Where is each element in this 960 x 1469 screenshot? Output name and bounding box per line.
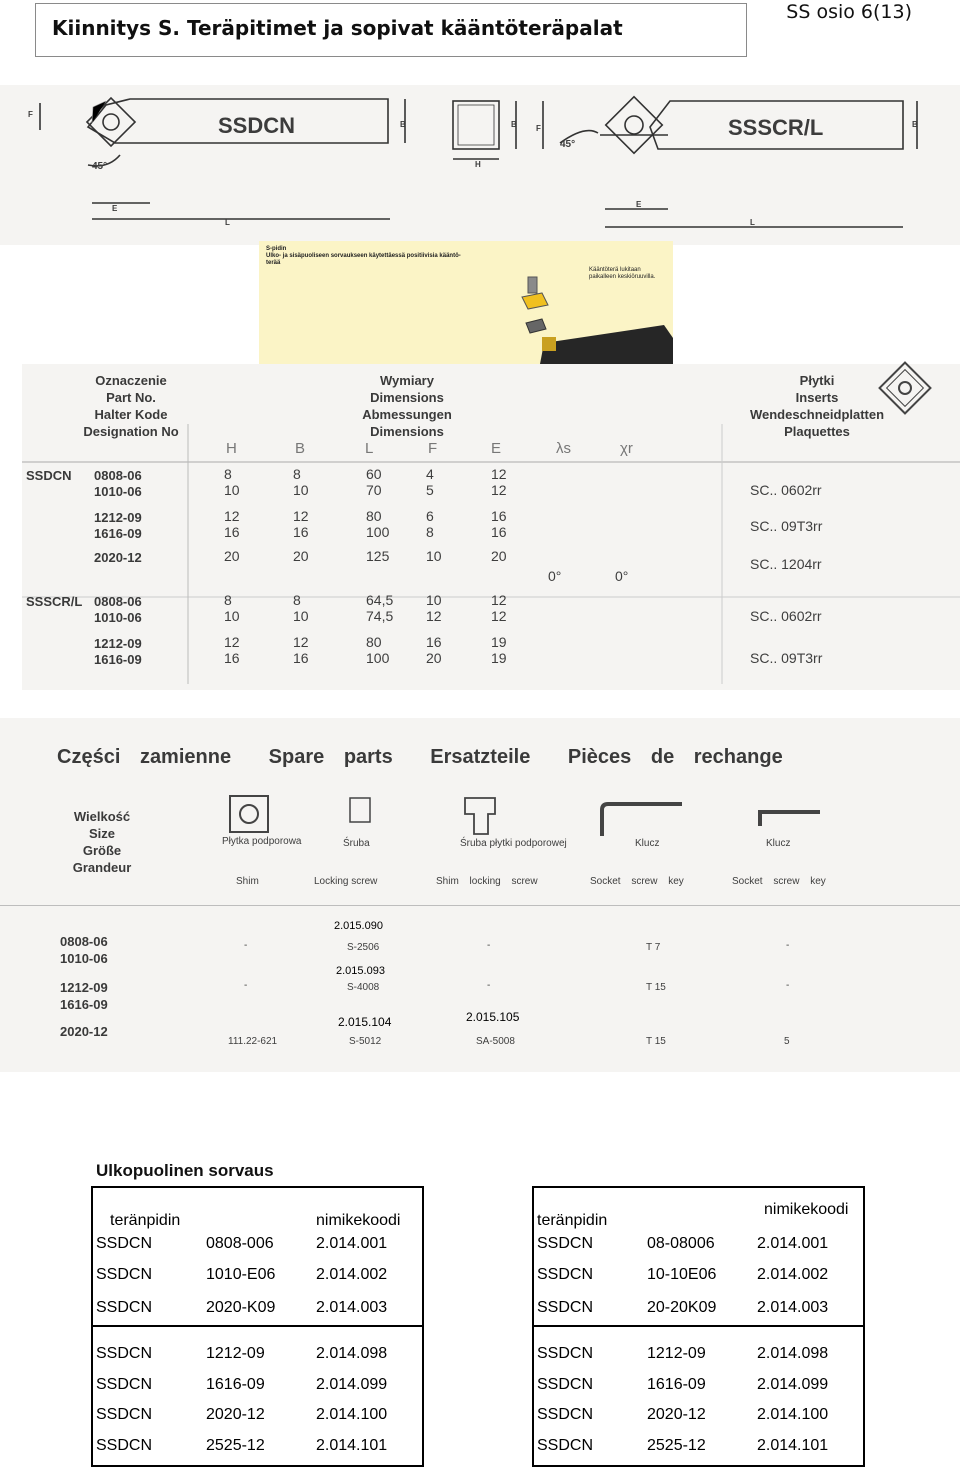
dims-cell-b: 16	[293, 650, 309, 666]
dims-cell-b: 20	[293, 548, 309, 564]
left-table-cell: 2.014.100	[316, 1406, 388, 1423]
right-table-cell: 10-10E06	[647, 1266, 717, 1283]
r1-key1: T 7	[646, 942, 661, 953]
dims-row-code: 2020-12	[94, 550, 142, 565]
r3-key2: 5	[784, 1036, 790, 1047]
right-table-cell: 2.014.003	[757, 1299, 829, 1316]
outer-table-left	[91, 1186, 424, 1467]
r2-screw: S-4008	[347, 982, 380, 993]
col-b: B	[295, 440, 306, 457]
part-header-de: Halter Kode	[94, 407, 168, 422]
left-table-cell: SSDCN	[96, 1299, 153, 1316]
drawing-ssscr-label: SSSCR/L	[728, 115, 824, 140]
spare-title-w1: zamienne	[139, 746, 232, 768]
dims-cell-f: 20	[426, 650, 442, 666]
right-table-cell: 1212-09	[647, 1345, 706, 1362]
left-head-code: nimikekoodi	[316, 1212, 401, 1229]
spare-size-4: 2020-12	[60, 1024, 108, 1039]
col-f: F	[428, 440, 438, 457]
dims-cell-e: 20	[491, 548, 507, 564]
r1-screw: S-2506	[347, 942, 380, 953]
en-shim: Shim	[236, 876, 259, 887]
dims-cell-f: 8	[426, 524, 434, 540]
right-table-cell: 2.014.099	[757, 1376, 829, 1393]
dims-cell-h: 20	[224, 548, 240, 564]
right-table-cell: 1616-09	[647, 1376, 706, 1393]
right-table-cell: SSDCN	[537, 1376, 594, 1393]
right-table-cell: SSDCN	[537, 1345, 594, 1362]
spare-title-w3: parts	[343, 746, 393, 768]
spare-title-w7: rechange	[693, 746, 783, 768]
right-head-code: nimikekoodi	[764, 1201, 849, 1218]
dims-cell-e: 19	[491, 634, 507, 650]
left-table-cell: 2.014.098	[316, 1345, 388, 1362]
dims-cell-l: 100	[366, 650, 390, 666]
right-head-holder: teränpidin	[537, 1212, 608, 1229]
r2-key2: -	[786, 980, 790, 991]
dim-b-left: B	[400, 120, 406, 129]
en-key1: Socket screw key	[590, 876, 684, 887]
dims-cell-h: 8	[224, 592, 232, 608]
r2-shim: -	[244, 980, 248, 991]
dims-cell-h: 10	[224, 482, 240, 498]
left-table-cell: SSDCN	[96, 1437, 153, 1454]
caption-screw: Śruba	[343, 838, 370, 849]
dim-f-right: F	[536, 124, 541, 133]
part-header-en: Part No.	[106, 390, 156, 405]
left-head-holder: teränpidin	[110, 1212, 181, 1229]
dims-cell-b: 8	[293, 592, 301, 608]
dims-cell-b: 12	[293, 508, 309, 524]
dims-cell-l: 100	[366, 524, 390, 540]
dims-cell-l: 74,5	[366, 608, 394, 624]
dim-l-right: L	[750, 218, 755, 227]
en-shim-screw: Shim locking screw	[436, 876, 538, 887]
dims-cell-l: 125	[366, 548, 390, 564]
r2-key1: T 15	[646, 982, 666, 993]
dims-cell-b: 16	[293, 524, 309, 540]
spare-title-w4: Ersatzteile	[430, 746, 531, 768]
dim-l-left: L	[225, 218, 230, 227]
right-table-cell: SSDCN	[537, 1406, 594, 1423]
outer-turning-title: Ulkopuolinen sorvaus	[96, 1161, 274, 1180]
insert-2: SC.. 1204rr	[750, 556, 822, 572]
col-lambda: λs	[556, 440, 571, 457]
r2-shim-screw: -	[487, 980, 491, 991]
spare-sizes	[60, 933, 108, 1040]
spare-title-w5: Pièces	[567, 746, 632, 768]
overlay-code-2: 2.015.104	[338, 1015, 392, 1029]
en-screw: Locking screw	[314, 876, 378, 887]
s-holder-info-box	[259, 241, 673, 364]
dims-cell-e: 19	[491, 650, 507, 666]
size-header	[62, 808, 142, 876]
r1-shim-screw: -	[487, 940, 491, 951]
left-table-cell: SSDCN	[96, 1376, 153, 1393]
dim-b-right: B	[912, 120, 918, 129]
left-table-cell: 2.014.003	[316, 1299, 388, 1316]
left-table-cell: 1616-09	[206, 1376, 265, 1393]
size-pl: Wielkość	[73, 809, 131, 824]
dims-cell-f: 4	[426, 466, 434, 482]
col-e: E	[491, 440, 502, 457]
dims-header-pl: Wymiary	[380, 373, 434, 388]
key-icon-small	[760, 812, 820, 826]
r1-key2: -	[786, 940, 790, 951]
part-header-fr: Designation No	[83, 424, 179, 439]
dims-row-code: 1212-09	[94, 510, 142, 525]
left-table-cell: SSDCN	[96, 1406, 153, 1423]
left-table-cell: 1212-09	[206, 1345, 265, 1362]
dims-cell-h: 12	[224, 508, 240, 524]
shim-screw-icon	[465, 798, 495, 834]
r3-shim-screw: SA-5008	[476, 1036, 515, 1047]
dim-e-right: E	[636, 200, 642, 209]
dim-e-left: E	[112, 204, 118, 213]
section-label: SS osio 6(13)	[786, 1, 912, 23]
right-table-cell: SSDCN	[537, 1266, 594, 1283]
left-table-cell: 2020-K09	[206, 1299, 276, 1316]
right-table-cell: 20-20K09	[647, 1299, 717, 1316]
dims-cell-e: 12	[491, 466, 507, 482]
dims-header-de: Abmessungen	[362, 407, 452, 422]
inserts-header-en: Inserts	[795, 390, 839, 405]
dims-cell-f: 12	[426, 608, 442, 624]
dims-cell-e: 12	[491, 482, 507, 498]
overlay-code-0: 2.015.090	[334, 920, 383, 932]
col-chi: χr	[620, 440, 633, 457]
dims-cell-h: 12	[224, 634, 240, 650]
dims-cell-f: 10	[426, 592, 442, 608]
dims-cell-l: 70	[366, 482, 382, 498]
header-box	[35, 3, 747, 57]
dims-cell-b: 12	[293, 634, 309, 650]
left-table-cell: 1010-E06	[206, 1266, 276, 1283]
outer-table-right	[532, 1186, 865, 1467]
dims-cell-l: 80	[366, 634, 382, 650]
angle-label-right: 45°	[560, 139, 576, 150]
spare-title-w6: de	[650, 746, 675, 768]
dims-row-code: 1616-09	[94, 652, 142, 667]
left-table-cell: 2525-12	[206, 1437, 265, 1454]
left-table-cell: 2.014.002	[316, 1266, 388, 1283]
right-table-cell: 2525-12	[647, 1437, 706, 1454]
holder-drawing-area	[0, 85, 960, 245]
holder-drawing	[0, 85, 960, 245]
dims-cell-b: 10	[293, 482, 309, 498]
dims-cell-h: 16	[224, 524, 240, 540]
right-table-cell: 08-08006	[647, 1235, 715, 1252]
left-table-cell: SSDCN	[96, 1266, 153, 1283]
dims-row-code: 0808-06	[94, 468, 142, 483]
dim-h-mid: H	[475, 160, 481, 169]
dims-group-0: SSDCN	[26, 468, 72, 483]
inserts-header-de: Wendeschneidplatten	[749, 407, 885, 422]
caption-key2: Klucz	[766, 838, 791, 849]
dims-cell-h: 10	[224, 608, 240, 624]
holder-assembly-illustration	[514, 263, 673, 364]
dims-row-code: 1212-09	[94, 636, 142, 651]
col-h: H	[226, 440, 237, 457]
dims-row-code: 1010-06	[94, 484, 142, 499]
chi-value: 0°	[615, 568, 629, 584]
dims-cell-e: 12	[491, 608, 507, 624]
caption-shim-screw: Śruba płytki podporowej	[460, 838, 567, 849]
r3-screw: S-5012	[349, 1036, 382, 1047]
s-holder-description: S-pidin Ulko- ja sisäpuoliseen sorvaukseen käytettäessä positiivisia kääntö- terää	[266, 246, 461, 266]
right-table-cell: 2.014.002	[757, 1266, 829, 1283]
inserts-header-pl: Płytki	[799, 373, 835, 388]
dims-row-code: 0808-06	[94, 594, 142, 609]
dims-cell-b: 10	[293, 608, 309, 624]
insert-1: SC.. 09T3rr	[750, 518, 823, 534]
dims-cell-e: 12	[491, 592, 507, 608]
right-table-cell: 2.014.098	[757, 1345, 829, 1362]
dims-cell-b: 8	[293, 466, 301, 482]
spare-title-w0: Części	[57, 746, 121, 768]
left-table-cell: 2.014.101	[316, 1437, 388, 1454]
en-key2: Socket screw key	[732, 876, 826, 887]
dims-cell-f: 16	[426, 634, 442, 650]
left-table-cell: 0808-006	[206, 1235, 274, 1252]
spare-parts-icons	[220, 790, 880, 840]
right-table-cell: SSDCN	[537, 1235, 594, 1252]
inserts-header-fr: Plaquettes	[784, 424, 850, 439]
left-table-cell: SSDCN	[96, 1345, 153, 1362]
dims-cell-f: 6	[426, 508, 434, 524]
size-de: Größe	[82, 843, 122, 858]
dims-row-code: 1010-06	[94, 610, 142, 625]
insert-lock-note: Kääntöterä lukitaan paikalleen keskiöruuvilla.	[589, 267, 656, 280]
dims-header-en: Dimensions	[370, 390, 444, 405]
dims-cell-f: 10	[426, 548, 442, 564]
shim-icon	[230, 796, 268, 832]
spare-title-w2: Spare	[268, 746, 325, 768]
left-table-cell: 2020-12	[206, 1406, 265, 1423]
size-fr: Grandeur	[72, 860, 132, 875]
right-table-cell: 2.014.001	[757, 1235, 829, 1252]
dims-cell-f: 5	[426, 482, 434, 498]
dims-cell-l: 60	[366, 466, 382, 482]
overlay-code-3: 2.015.105	[466, 1010, 520, 1024]
overlay-code-1: 2.015.093	[336, 965, 385, 977]
dims-cell-l: 80	[366, 508, 382, 524]
spare-size-2: 1212-09	[60, 980, 108, 995]
r3-shim: 111.22-621	[228, 1036, 278, 1047]
lambda-value: 0°	[548, 568, 562, 584]
col-l: L	[365, 440, 374, 457]
dims-group-1: SSSCR/L	[26, 594, 83, 609]
key-icon-large	[602, 804, 682, 836]
left-divider	[93, 1325, 422, 1327]
caption-shim: Płytka podporowa	[222, 836, 302, 847]
dims-cell-h: 16	[224, 650, 240, 666]
dims-cell-l: 64,5	[366, 592, 394, 608]
angle-label-left: 45°	[92, 161, 108, 172]
r1-shim: -	[244, 940, 248, 951]
dims-row-code: 1616-09	[94, 526, 142, 541]
spare-size-3: 1616-09	[60, 997, 108, 1012]
r3-key1: T 15	[646, 1036, 666, 1047]
right-table-cell: 2020-12	[647, 1406, 706, 1423]
spare-divider	[0, 905, 960, 906]
left-table-cell: 2.014.099	[316, 1376, 388, 1393]
part-header-pl: Oznaczenie	[95, 373, 167, 388]
page-title: Kiinnitys S. Teräpitimet ja sopivat kääntöteräpalat	[52, 16, 623, 40]
caption-key1: Klucz	[635, 838, 660, 849]
right-divider	[534, 1325, 863, 1327]
spare-size-1: 1010-06	[60, 951, 108, 966]
left-table-cell: SSDCN	[96, 1235, 153, 1252]
right-table-cell: 2.014.100	[757, 1406, 829, 1423]
right-table-cell: SSDCN	[537, 1299, 594, 1316]
size-en: Size	[88, 826, 115, 841]
dims-cell-h: 8	[224, 466, 232, 482]
dims-header-fr: Dimensions	[370, 424, 444, 439]
dims-cell-e: 16	[491, 508, 507, 524]
insert-4: SC.. 09T3rr	[750, 650, 823, 666]
spare-size-0: 0808-06	[60, 934, 108, 949]
right-table-cell: 2.014.101	[757, 1437, 829, 1454]
insert-0: SC.. 0602rr	[750, 482, 822, 498]
spare-parts-title	[57, 746, 783, 769]
drawing-ssdcn-label: SSDCN	[218, 113, 296, 138]
dim-f-left: F	[28, 110, 33, 119]
insert-3: SC.. 0602rr	[750, 608, 822, 624]
dim-b-mid: B	[511, 120, 517, 129]
screw-icon	[350, 798, 370, 822]
left-table-cell: 2.014.001	[316, 1235, 388, 1252]
dims-cell-e: 16	[491, 524, 507, 540]
right-table-cell: SSDCN	[537, 1437, 594, 1454]
